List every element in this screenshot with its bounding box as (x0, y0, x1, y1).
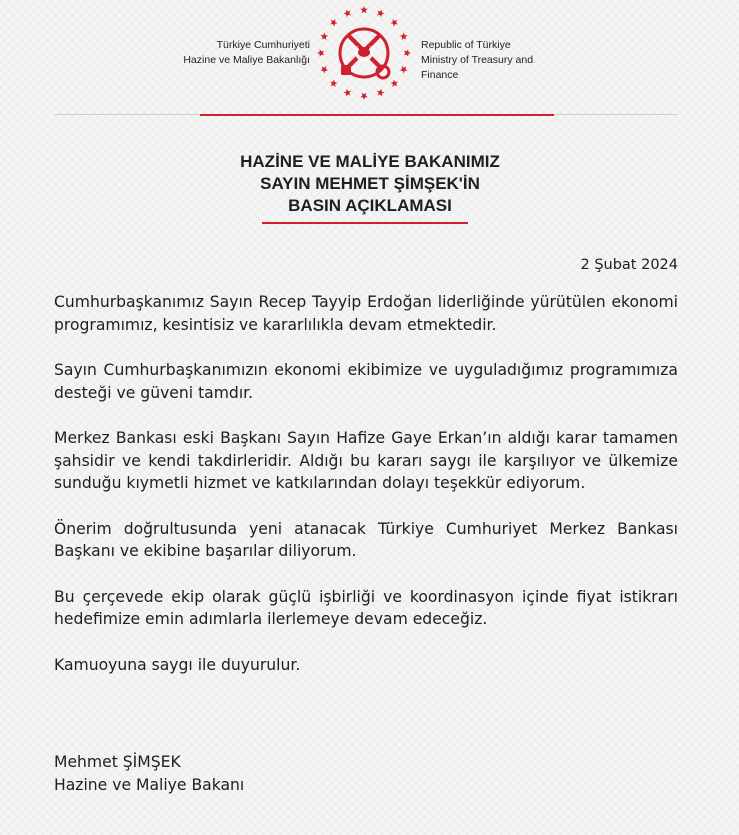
title-line2: SAYIN MEHMET ŞİMŞEK'İN (260, 174, 480, 193)
signature-role: Hazine ve Maliye Bakanı (54, 775, 245, 794)
paragraph-3: Merkez Bankası eski Başkanı Sayın Hafize Gaye Erkan’ın aldığı karar tamamen şahsidir ve kendi takdirleridir. Aldığı bu kararı saygı ile karşılıyor ve ülkemize sunduğu kıymetli hizmet ve katkılarından dolayı teşekkür ediyorum. (54, 429, 678, 492)
title-underline (262, 222, 468, 224)
paragraph-6: Kamuoyuna saygı ile duyurulur. (54, 655, 301, 674)
signature-block (54, 751, 454, 796)
signature-name: Mehmet ŞİMŞEK (54, 753, 181, 771)
ministry-seal-icon (313, 2, 415, 104)
header-right (421, 38, 571, 83)
title-line3: BASIN AÇIKLAMASI (288, 196, 452, 215)
page-title (120, 151, 620, 217)
header-divider-red (200, 114, 554, 116)
title-line1: HAZİNE VE MALİYE BAKANIMIZ (240, 152, 500, 171)
document-body (54, 291, 678, 699)
header-left-line2: Hazine ve Maliye Bakanlığı (183, 54, 310, 66)
paragraph-1: Cumhurbaşkanımız Sayın Recep Tayyip Erdoğan liderliğinde yürütülen ekonomi programımız, kesintisiz ve kararlılıkla devam etmektedir. (54, 293, 678, 334)
paragraph-5: Bu çerçevede ekip olarak güçlü işbirliği ve koordinasyon içinde fiyat istikrarı hedefimize emin adımlarla ilerlemeye devam edeceğiz. (54, 587, 678, 628)
paragraph-2: Sayın Cumhurbaşkanımızın ekonomi ekibimize ve uyguladığımız programımıza desteği ve güveni tamdır. (54, 361, 678, 402)
header-left (180, 38, 310, 68)
header-right-line1: Republic of Türkiye (421, 39, 511, 51)
header-right-line2: Ministry of Treasury and Finance (421, 54, 534, 81)
document-date: 2 Şubat 2024 (580, 257, 678, 273)
header-left-line1: Türkiye Cumhuriyeti (216, 39, 310, 51)
paragraph-4: Önerim doğrultusunda yeni atanacak Türkiye Cumhuriyet Merkez Bankası Başkanı ve ekibine başarılar diliyorum. (54, 519, 678, 560)
